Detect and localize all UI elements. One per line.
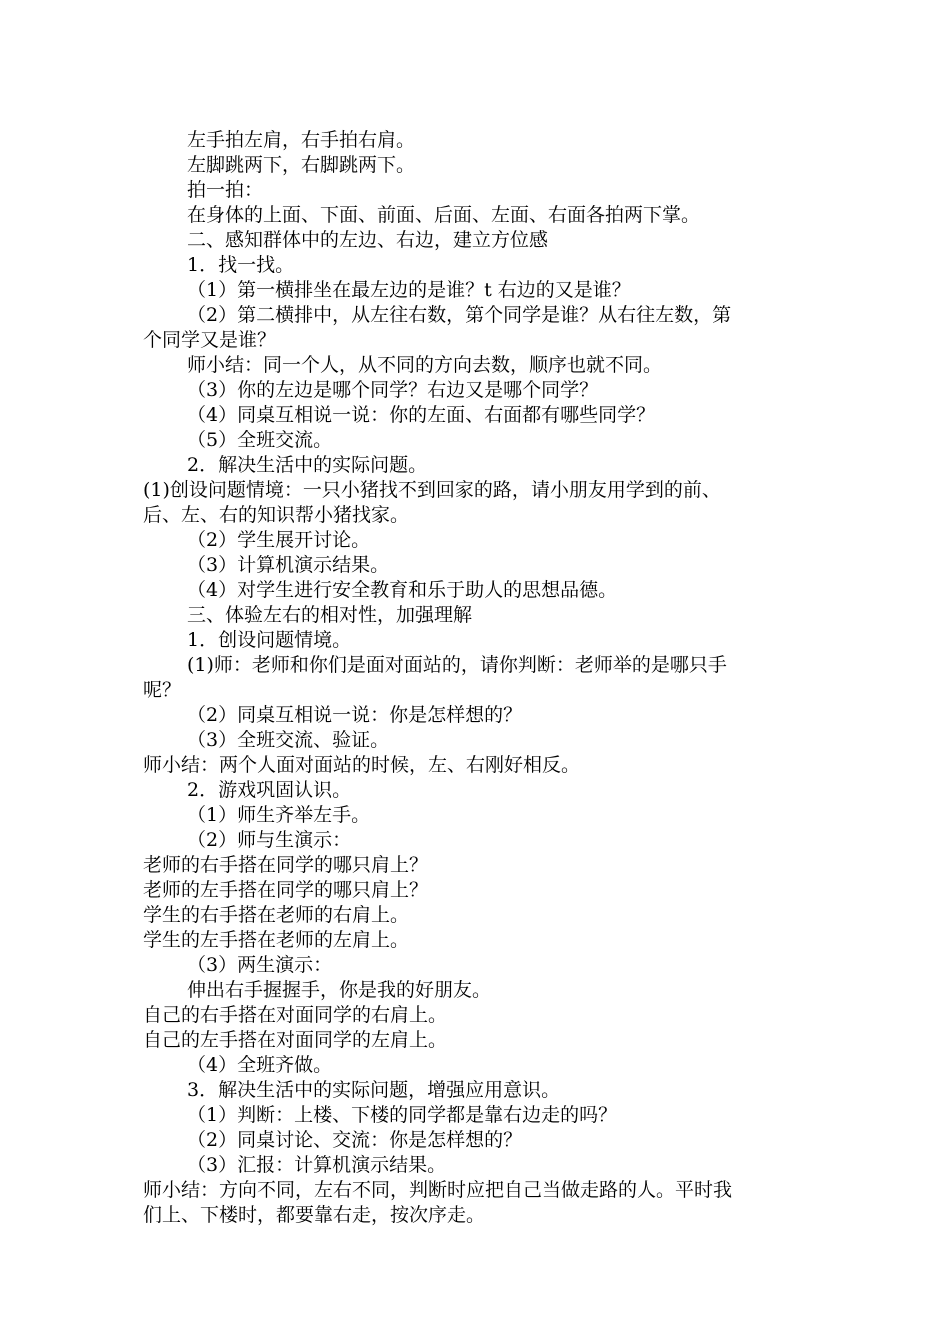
text-line: （4）对学生进行安全教育和乐于助人的思想品德。: [187, 579, 618, 601]
text-line: 学生的左手搭在老师的左肩上。: [143, 929, 410, 951]
text-line: 自己的左手搭在对面同学的左肩上。: [143, 1029, 448, 1051]
text-line: 师小结：方向不同，左右不同，判断时应把自己当做走路的人。平时我: [143, 1179, 733, 1201]
text-line: 拍一拍：: [187, 179, 264, 201]
text-line: 学生的右手搭在老师的右肩上。: [143, 904, 410, 926]
text-line: （1）师生齐举左手。: [187, 804, 371, 826]
text-line: 左脚跳两下，右脚跳两下。: [187, 154, 416, 176]
text-line: 左手拍左肩，右手拍右肩。: [187, 129, 416, 151]
text-line: 2．解决生活中的实际问题。: [187, 454, 428, 476]
text-line: 后、左、右的知识帮小猪找家。: [143, 504, 410, 526]
text-line: 3．解决生活中的实际问题，增强应用意识。: [187, 1079, 561, 1101]
text-line: (1)师：老师和你们是面对面站的，请你判断：老师举的是哪只手: [187, 654, 727, 676]
text-line: （2）学生展开讨论。: [187, 529, 371, 551]
text-line: （4）同桌互相说一说：你的左面、右面都有哪些同学？: [187, 404, 656, 426]
section-heading: 二、感知群体中的左边、右边，建立方位感: [187, 229, 549, 251]
text-line: (1)创设问题情境：一只小猪找不到回家的路，请小朋友用学到的前、: [143, 479, 721, 501]
text-line: （1）第一横排坐在最左边的是谁？t 右边的又是谁？: [187, 279, 631, 301]
text-line: （3）计算机演示结果。: [187, 554, 390, 576]
text-line: 在身体的上面、下面、前面、后面、左面、右面各拍两下掌。: [187, 204, 701, 226]
text-line: （2）同桌互相说一说：你是怎样想的？: [187, 704, 523, 726]
text-line: （3）两生演示：: [187, 954, 333, 976]
text-line: 老师的左手搭在同学的哪只肩上？: [143, 879, 429, 901]
text-line: （3）你的左边是哪个同学？右边又是哪个同学？: [187, 379, 599, 401]
text-line: （2）师与生演示：: [187, 829, 352, 851]
text-line: （5）全班交流。: [187, 429, 333, 451]
text-line: 伸出右手握握手，你是我的好朋友。: [187, 979, 492, 1001]
text-line: 1．创设问题情境。: [187, 629, 352, 651]
text-line: 2．游戏巩固认识。: [187, 779, 352, 801]
text-line: （4）全班齐做。: [187, 1054, 333, 1076]
text-line: （2）第二横排中，从左往右数，第个同学是谁？从右往左数，第: [187, 304, 732, 326]
text-line: 呢？: [143, 679, 182, 701]
text-line: 老师的右手搭在同学的哪只肩上？: [143, 854, 429, 876]
text-line: （3）汇报：计算机演示结果。: [187, 1154, 447, 1176]
text-line: （2）同桌讨论、交流：你是怎样想的？: [187, 1129, 523, 1151]
text-line: 们上、下楼时，都要靠右走，按次序走。: [143, 1204, 486, 1226]
text-line: 师小结：两个人面对面站的时候，左、右刚好相反。: [143, 754, 581, 776]
text-line: （1）判断：上楼、下楼的同学都是靠右边走的吗？: [187, 1104, 618, 1126]
text-line: 1．找一找。: [187, 254, 295, 276]
text-line: 自己的右手搭在对面同学的右肩上。: [143, 1004, 448, 1026]
text-line: （3）全班交流、验证。: [187, 729, 390, 751]
text-line: 个同学又是谁？: [143, 329, 277, 351]
section-heading: 三、体验左右的相对性，加强理解: [187, 604, 473, 626]
text-line: 师小结：同一个人，从不同的方向去数，顺序也就不同。: [187, 354, 663, 376]
